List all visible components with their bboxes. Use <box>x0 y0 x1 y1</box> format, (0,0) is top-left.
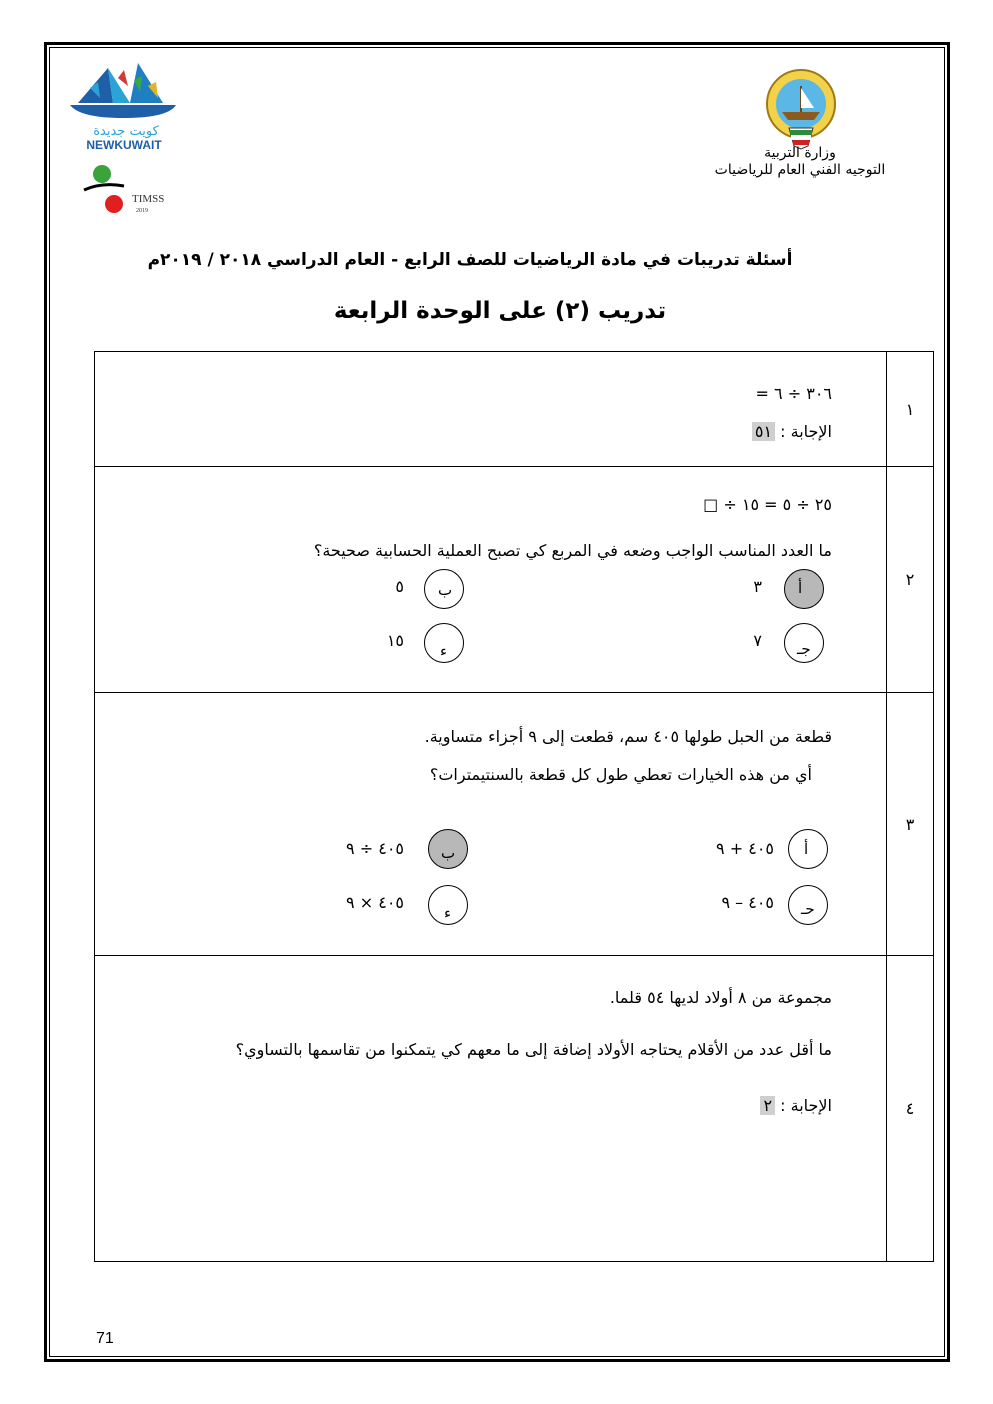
answer-line <box>760 1096 832 1115</box>
question-row <box>95 467 934 693</box>
question-number: ٣ <box>887 693 934 956</box>
option-letter: جـ <box>797 640 811 658</box>
option-value: ٧ <box>753 631 762 650</box>
question-prompt: أي من هذه الخيارات تعطي طول كل قطعة بالسنتيمترات؟ <box>429 765 812 784</box>
option-circle[interactable] <box>784 623 824 663</box>
option-letter: أ <box>798 579 803 597</box>
timss-text: TIMSS <box>132 193 165 205</box>
worksheet-title: تدريب (٢) على الوحدة الرابعة <box>333 298 667 324</box>
timss-logo <box>80 160 180 218</box>
question-number: ٢ <box>887 467 934 693</box>
logo-text-arabic: كويت جديدة <box>93 124 159 139</box>
question-number: ١ <box>887 352 934 467</box>
question-prompt: ما أقل عدد من الأقلام يحتاجه الأولاد إضافة إلى ما معهم كي يتمكنوا من تقاسمها بالتساوي؟ <box>235 1040 832 1059</box>
option-letter: حـ <box>801 900 815 918</box>
worksheet-subtitle: أسئلة تدريبات في مادة الرياضيات للصف الرابع - العام الدراسي ٢٠١٨ / ٢٠١٩م <box>147 250 793 270</box>
new-kuwait-logo <box>68 58 180 153</box>
answer-value: ٢ <box>760 1096 775 1115</box>
question-body <box>95 467 887 693</box>
option-circle[interactable] <box>424 569 464 609</box>
option-value: ٥ <box>395 577 404 596</box>
option-circle[interactable] <box>424 623 464 663</box>
kuwait-emblem-icon <box>756 62 846 150</box>
option-letter: ب <box>441 844 456 862</box>
question-body <box>95 352 887 467</box>
ministry-header <box>700 145 900 179</box>
option-circle[interactable] <box>788 829 828 869</box>
option-circle[interactable] <box>428 829 468 869</box>
department-name: التوجيه الفني العام للرياضيات <box>714 162 886 178</box>
option-value: ٤٠٥ + ٩ <box>716 839 774 858</box>
option-value: ٤٠٥ × ٩ <box>346 893 404 912</box>
option-circle[interactable] <box>788 885 828 925</box>
question-expression: ٢٥ ÷ ٥ = ١٥ ÷ □ <box>703 495 832 514</box>
page-number: 71 <box>96 1330 114 1347</box>
question-row <box>95 352 934 467</box>
question-number: ٤ <box>887 956 934 1262</box>
question-body <box>95 693 887 956</box>
answer-label: الإجابة : <box>780 1096 832 1115</box>
option-letter: أ <box>804 840 809 858</box>
ministry-name: وزارة التربية <box>764 145 836 161</box>
answer-label: الإجابة : <box>780 422 832 441</box>
timss-year: 2019 <box>136 208 148 214</box>
question-prompt: ما العدد المناسب الواجب وضعه في المربع كي تصبح العملية الحسابية صحيحة؟ <box>313 541 832 560</box>
option-value: ١٥ <box>386 631 404 650</box>
answer-line <box>752 422 832 441</box>
option-circle[interactable] <box>428 885 468 925</box>
questions-table <box>94 351 934 1262</box>
question-body <box>95 956 887 1262</box>
logo-text-english: NEWKUWAIT <box>86 138 162 152</box>
option-letter: ب <box>438 581 453 599</box>
option-value: ٤٠٥ – ٩ <box>721 893 774 912</box>
option-value: ٤٠٥ ÷ ٩ <box>346 839 404 858</box>
option-value: ٣ <box>753 577 762 596</box>
option-letter: ء <box>440 642 448 660</box>
question-expression: ٣٠٦ ÷ ٦ = <box>755 384 832 403</box>
question-text: مجموعة من ٨ أولاد لديها ٥٤ قلما. <box>609 988 832 1007</box>
option-letter: ء <box>444 904 452 922</box>
answer-value: ٥١ <box>752 422 775 441</box>
question-row <box>95 956 934 1262</box>
option-circle[interactable] <box>784 569 824 609</box>
question-text: قطعة من الحبل طولها ٤٠٥ سم، قطعت إلى ٩ أجزاء متساوية. <box>424 727 832 746</box>
question-row <box>95 693 934 956</box>
